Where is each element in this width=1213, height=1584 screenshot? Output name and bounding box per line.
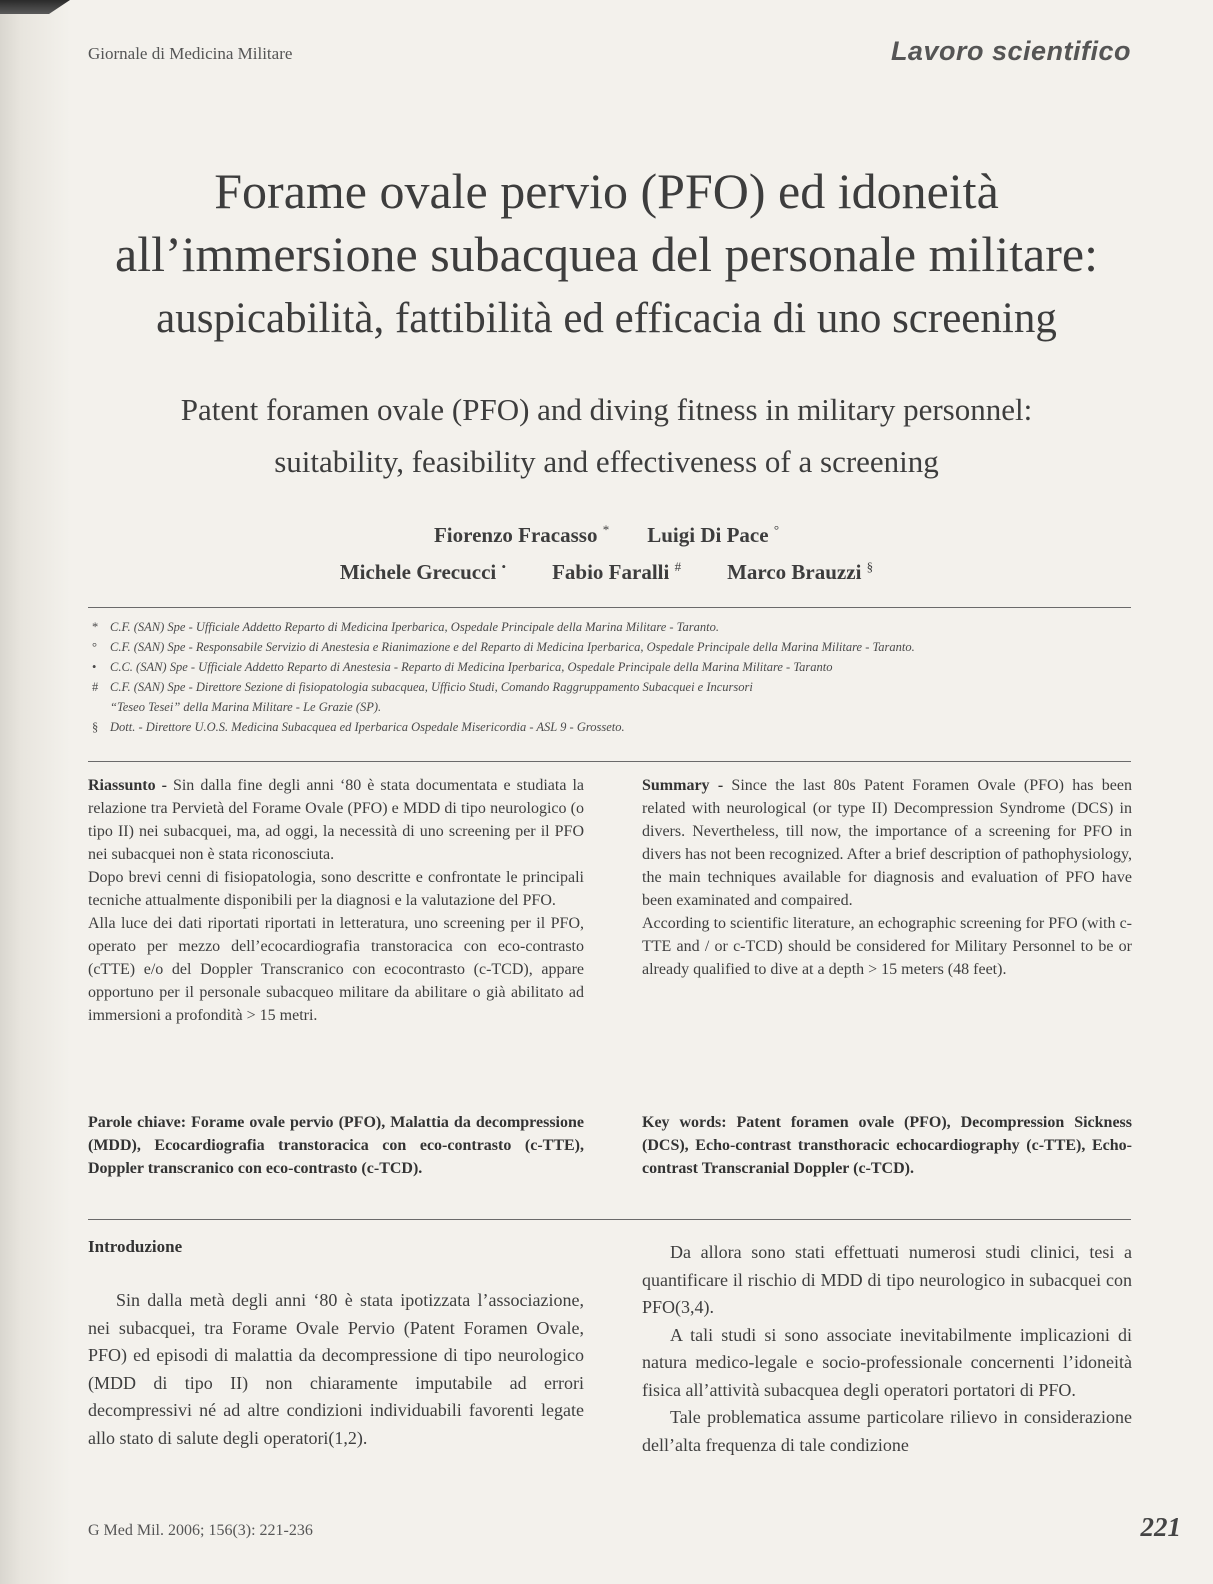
- riassunto-abstract: Riassunto - Sin dalla fine degli anni ‘80 è stata documentata e studiata la relazione tra Pervietà del Forame Ovale (PFO) e MDD di tipo neurologico (o tipo II) nei subacquei, ma, ad oggi, la necessità di uno screening per il PFO nei subacquei non è stata riconosciuta. Dopo brevi cenni di fisiopatologia, sono descritte e confrontate le principali tecniche attualmente disponibili per la diagnosi e la valutazione del PFO. Alla luce dei dati riportati riportati in letteratura, uno screening per il PFO, operato per mezzo dell’ecocardiografia transtoracica con eco-contrasto (cTTE) e/o del Doppler Transcranico con ecocontrasto (c-TCD), appare opportuno per il personale subacqueo militare da abilitare o già abilitato ad immersioni a profondità > 15 metri.: [88, 774, 584, 1027]
- summary-abstract: Summary - Since the last 80s Patent Foramen Ovale (PFO) has been related with neurological (or type II) Decompression Syndrome (DCS) in divers. Nevertheless, till now, the importance of a screening for PFO in divers has not been recognized. After a brief description of pathophysiology, the main techniques available for diagnosis and evaluation of PFO have been examinated and compaired. According to scientific literature, an echographic screening for PFO (with c- TTE and / or c-TCD) should be considered for Military Personnel to be or already qualified to dive at a depth > 15 meters (48 feet).: [642, 774, 1132, 981]
- english-title-line-2: suitability, feasibility and effectiveness of a screening: [274, 444, 939, 479]
- affiliation: “Teseo Tesei” della Marina Militare - Le Grazie (SP).: [110, 700, 382, 714]
- italian-title-line-3: auspicabilità, fattibilità ed efficacia di uno screening: [156, 295, 1057, 342]
- affiliation: * C.F. (SAN) Spe - Ufficiale Addetto Reparto di Medicina Iperbarica, Ospedale Principale della Marina Militare - Taranto.: [92, 620, 719, 634]
- author: Fabio Faralli #: [552, 559, 682, 584]
- author: Marco Brauzzi §: [727, 559, 874, 584]
- citation-footer: G Med Mil. 2006; 156(3): 221-236: [88, 1522, 313, 1539]
- author-list: [60, 514, 1153, 588]
- english-title: [60, 384, 1153, 488]
- body-paragraph: A tali studi si sono associate inevitabilmente implicazioni di natura medico-legale e socio-professionale concernenti l’idoneità fisica all’attività subacquea degli operatori portatori di PFO.: [642, 1324, 1132, 1400]
- section-heading: Introduzione: [88, 1237, 183, 1256]
- affiliations: [92, 617, 1132, 737]
- italian-title: [60, 160, 1153, 352]
- divider: [88, 607, 1131, 608]
- english-title-line-1: Patent foramen ovale (PFO) and diving fitness in military personnel:: [180, 392, 1033, 427]
- journal-name: Giornale di Medicina Militare: [88, 44, 293, 63]
- summary-label: Summary -: [642, 777, 724, 794]
- italian-title-line-2: all’immersione subacquea del personale militare:: [115, 226, 1098, 282]
- author: Fiorenzo Fracasso *: [433, 522, 610, 547]
- body-paragraph: Sin dalla metà degli anni ‘80 è stata ipotizzata l’associazione, nei subacquei, tra Forame Ovale Pervio (Patent Foramen Ovale, PFO) ed episodi di malattia da decompressione di tipo neurologico (MDD di tipo II) non chiaramente imputabile ad errori decompressivi né ad altre condizioni individuabili favorenti legate allo stato di salute degli operatori(1,2).: [88, 1290, 584, 1448]
- affiliation: § Dott. - Direttore U.O.S. Medicina Subacquea ed Iperbarica Ospedale Misericordia - ASL 9 - Grosseto.: [92, 720, 625, 734]
- affiliation: ° C.F. (SAN) Spe - Responsabile Servizio di Anestesia e Rianimazione e del Reparto di Medicina Iperbarica, Ospedale Principale della Marina Militare - Taranto.: [92, 640, 915, 654]
- author-row-1: [60, 514, 1153, 551]
- affiliation: • C.C. (SAN) Spe - Ufficiale Addetto Reparto di Anestesia - Reparto di Medicina Iperbarica, Ospedale Principale della Marina Militare - Taranto: [92, 660, 833, 674]
- divider: [88, 761, 1131, 762]
- affiliation: # C.F. (SAN) Spe - Direttore Sezione di fisiopatologia subacquea, Ufficio Studi, Comando Raggruppamento Subacquei e Incursori: [92, 680, 753, 694]
- author: Luigi Di Pace °: [647, 522, 780, 547]
- body-column-left: [88, 1287, 584, 1452]
- keywords-italian: Parole chiave: Forame ovale pervio (PFO), Malattia da decompressione (MDD), Ecocardiografia transtoracica con eco-contrasto (c-TTE), Doppler transcranico con eco-contrasto (c-TCD).: [88, 1114, 584, 1177]
- italian-title-line-1: Forame ovale pervio (PFO) ed idoneità: [214, 163, 999, 219]
- author: Michele Grecucci •: [339, 559, 507, 584]
- divider: [88, 1219, 1131, 1220]
- riassunto-paragraph: Dopo brevi cenni di fisiopatologia, sono descritte e confrontate le principali tecniche attualmente disponibili per la diagnosi e la valutazione del PFO.: [88, 869, 584, 909]
- summary-paragraph: According to scientific literature, an echographic screening for PFO (with c- TTE and / or c-TCD) should be considered for Military Personnel to be or already qualified to dive at a depth > 15 meters (48 feet).: [642, 915, 1132, 978]
- riassunto-label: Riassunto -: [88, 777, 167, 794]
- body-paragraph: Da allora sono stati effettuati numerosi studi clinici, tesi a quantificare il rischio di MDD di tipo neurologico in subacquei con PFO(3,4).: [642, 1242, 1132, 1317]
- page-number: 221: [1140, 1512, 1181, 1542]
- riassunto-paragraph: Alla luce dei dati riportati riportati in letteratura, uno screening per il PFO, operato per mezzo dell’ecocardiografia transtoracica con eco-contrasto (cTTE) e/o del Doppler Transcranico con ecocontrasto (c-TCD), appare opportuno per il personale subacqueo militare da abilitare o già abilitato ad immersioni a profondità > 15 metri.: [88, 915, 584, 1024]
- keywords-english: Key words: Patent foramen ovale (PFO), Decompression Sickness (DCS), Echo-contrast transthoracic echocardiography (c-TTE), Echo-contrast Transcranial Doppler (c-TCD).: [642, 1114, 1132, 1177]
- body-paragraph: Tale problematica assume particolare rilievo in considerazione dell’alta frequenza di tale condizione: [642, 1407, 1132, 1455]
- body-column-right: [642, 1239, 1132, 1459]
- section-label: Lavoro scientifico: [890, 36, 1131, 66]
- author-row-2: [60, 551, 1153, 588]
